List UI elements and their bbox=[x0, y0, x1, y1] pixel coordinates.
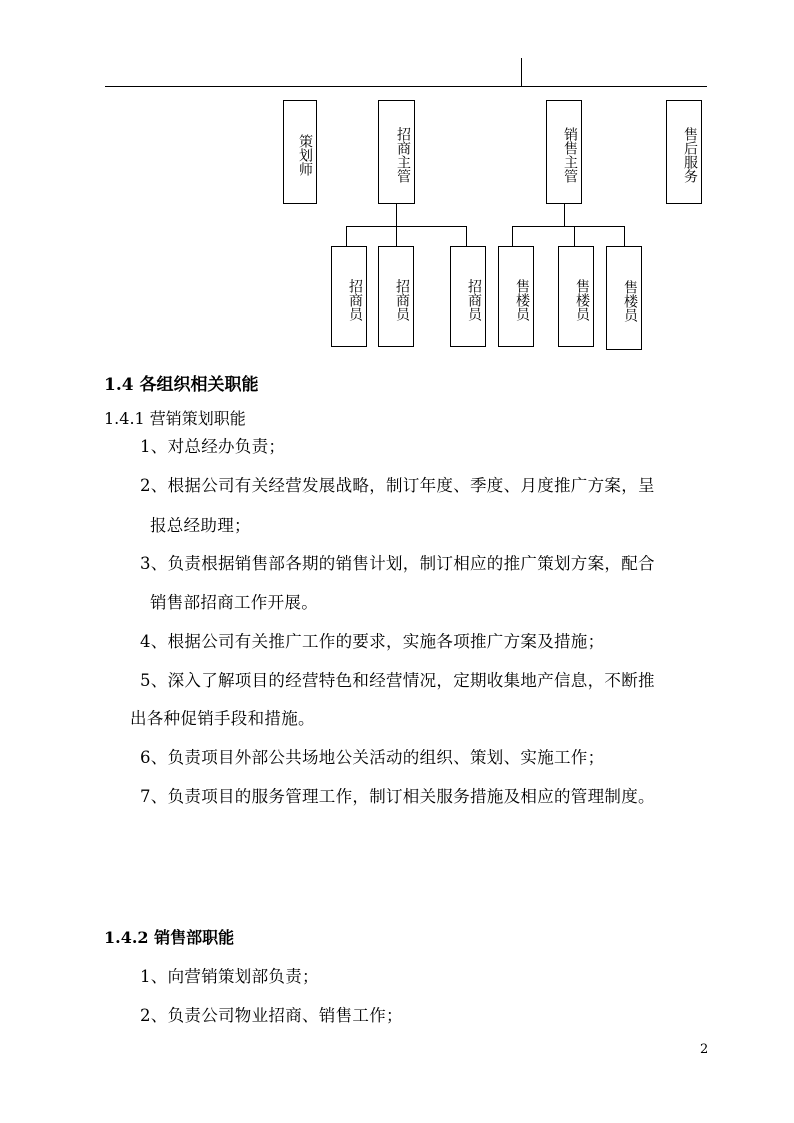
org-node-label: 售后服务 bbox=[682, 127, 698, 183]
org-node-label: 售楼员 bbox=[622, 280, 638, 322]
org-node-planner bbox=[283, 100, 317, 204]
duty-item: 2、负责公司物业招商、销售工作； bbox=[140, 1006, 403, 1025]
connector-line bbox=[512, 226, 625, 227]
connector-line bbox=[564, 204, 565, 226]
org-node-label: 招商主管 bbox=[395, 127, 411, 183]
subsection-heading: 1.4.1 营销策划职能 bbox=[104, 409, 246, 428]
section-heading: 1.4 各组织相关职能 bbox=[104, 375, 259, 395]
subsection-heading: 1.4.2 销售部职能 bbox=[104, 928, 235, 947]
org-node-after-sales bbox=[666, 100, 702, 204]
org-node-sales-staff bbox=[498, 246, 534, 347]
connector-line bbox=[396, 204, 397, 226]
duty-item: 4、根据公司有关推广工作的要求，实施各项推广方案及措施； bbox=[140, 632, 605, 651]
org-node-label: 销售主管 bbox=[562, 127, 578, 183]
org-node-sales-manager bbox=[546, 100, 582, 204]
duty-item: 1、对总经办负责； bbox=[140, 437, 286, 456]
org-chart bbox=[0, 0, 794, 360]
connector-line bbox=[346, 226, 467, 227]
connector-line bbox=[574, 226, 575, 246]
org-node-sales-staff bbox=[606, 246, 642, 350]
org-node-label: 策划师 bbox=[297, 134, 313, 176]
duty-item: 7、负责项目的服务管理工作，制订相关服务措施及相应的管理制度。 bbox=[140, 787, 655, 806]
org-node-leasing-staff bbox=[378, 246, 414, 347]
duty-item: 出各种促销手段和措施。 bbox=[130, 709, 315, 728]
duty-item: 2、根据公司有关经营发展战略，制订年度、季度、月度推广方案，呈 bbox=[140, 476, 655, 495]
duty-item: 1、向营销策划部负责； bbox=[140, 967, 319, 986]
org-node-leasing-staff bbox=[331, 246, 367, 347]
duty-item: 3、负责根据销售部各期的销售计划，制订相应的推广策划方案，配合 bbox=[140, 554, 655, 573]
org-node-label: 售楼员 bbox=[514, 278, 530, 321]
org-node-label: 招商员 bbox=[466, 278, 482, 321]
connector-line bbox=[512, 226, 513, 246]
org-node-label: 招商员 bbox=[394, 278, 410, 321]
connector-line bbox=[346, 226, 347, 246]
connector-line bbox=[624, 226, 625, 246]
duty-item: 销售部招商工作开展。 bbox=[150, 593, 318, 612]
org-node-sales-staff bbox=[558, 246, 594, 347]
duty-item: 6、负责项目外部公共场地公关活动的组织、策划、实施工作； bbox=[140, 748, 605, 767]
org-node-leasing-manager bbox=[378, 100, 415, 204]
connector-line bbox=[105, 86, 707, 87]
org-node-label: 招商员 bbox=[347, 278, 363, 321]
connector-line bbox=[521, 58, 522, 86]
connector-line bbox=[396, 226, 397, 246]
duty-item: 报总经助理； bbox=[150, 516, 251, 535]
org-node-leasing-staff bbox=[450, 246, 486, 347]
connector-line bbox=[466, 226, 467, 246]
page-number: 2 bbox=[700, 1042, 709, 1057]
duty-item: 5、深入了解项目的经营特色和经营情况，定期收集地产信息，不断推 bbox=[140, 671, 655, 690]
org-node-label: 售楼员 bbox=[574, 278, 590, 321]
